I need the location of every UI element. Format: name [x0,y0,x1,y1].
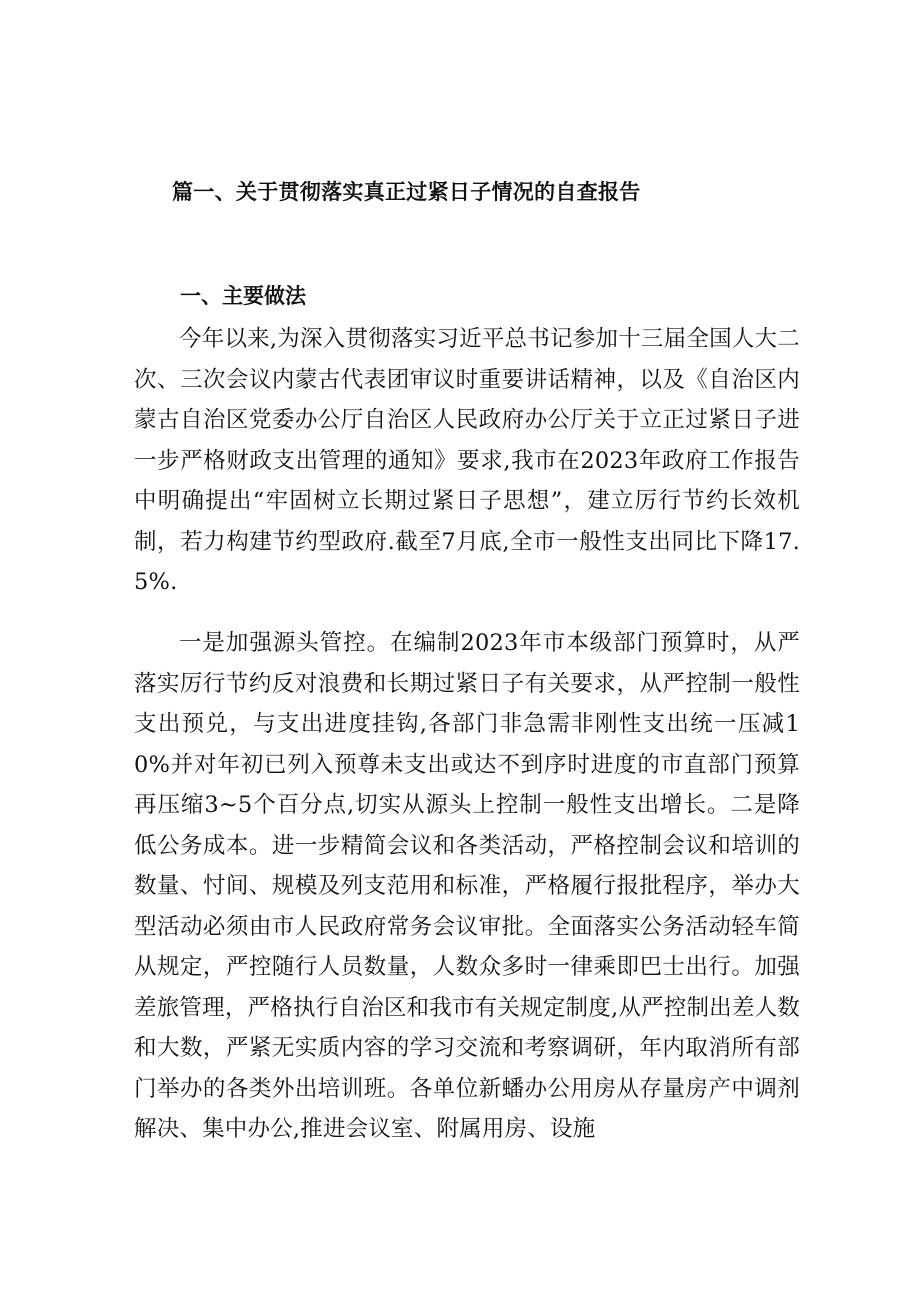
paragraph-source-control: 一是加强源头管控。在编制2023年市本级部门预算时，从严落实厉行节约反对浪费和长期过紧日子有关要求，从严控制一般性支出预兑，与支出进度挂钩,各部门非急需非刚性支出统一压减10%并对年初已列入预尊未支出或达不到序时进度的市直部门预算再压缩3~5个百分点,切实从源头上控制一般性支出增长。二是降低公务成本。进一步精简会议和各类活动，严格控制会议和培训的数量、忖间、规模及列支范用和标准，严格履行报批程序，举办大型活动必须由市人民政府常务会议审批。全面落实公务活动轻车简从规定，严控随行人员数量，人数众多时一律乘即巴士出行。加强差旅管理，严格执行自治区和我市有关规定制度,从严控制出差人数和大数，严紧无实质内容的学习交流和考察调研，年内取消所有部门举办的各类外出培训班。各单位新蟠办公用房从存量房产中调剂解决、集中办公,推进会议室、附属用房、设施 [134,630,800,1142]
section-heading: 一、主要做法 [180,283,306,308]
document-title: 篇一、关于贯彻落实真正过紧日子情况的自查报告 [172,179,641,204]
paragraph-main-practices-intro: 今年以来,为深入贯彻落实习近平总书记参加十三届全国人大二次、三次会议内蒙古代表团审议时重要讲话精神，以及《自治区内蒙古自治区党委办公厅自治区人民政府办公厅关于立正过紧日子进一步严格财政支出管理的通知》要求,我市在2023年政府工作报告中明确提出“牢固树立长期过紧日子思想”，建立厉行节约长效机制，若力构建节约型政府.截至7月底,全市一般性支出同比下降17.5%. [134,326,800,595]
